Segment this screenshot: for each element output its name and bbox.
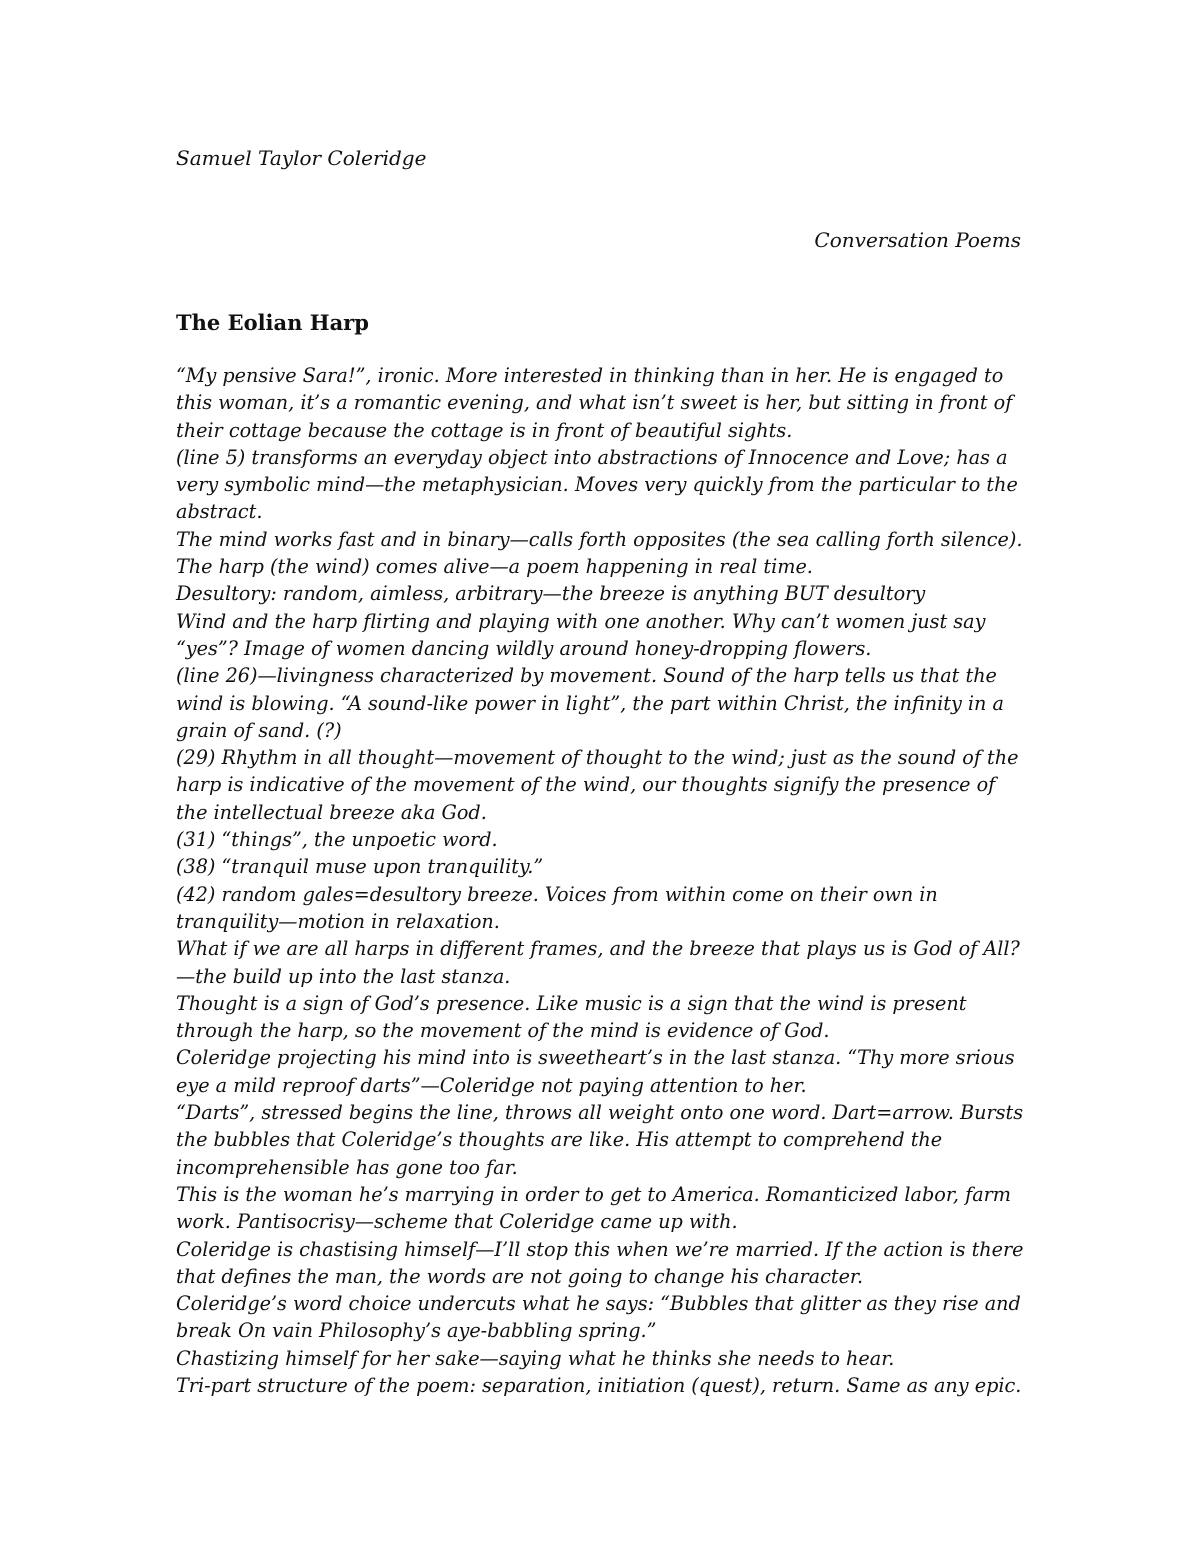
note-line: Thought is a sign of God’s presence. Like music is a sign that the wind is present through the harp, so the movement of the mind is evidence of God. (176, 991, 967, 1043)
note-line: Coleridge is chastising himself—I’ll stop this when we’re married. If the action is there that defines the man, the words are not going to change his character. (176, 1237, 1024, 1288)
note-line: What if we are all harps in different frames, and the breeze that plays us is God of All? —the build up into the last stanza. (176, 937, 1020, 988)
notes-list (176, 362, 1026, 1399)
note-line: (29) Rhythm in all thought—movement of thought to the wind; just as the sound of the harp is indicative of the movement of the wind, our thoughts signify the presence of the intellectual breeze aka God. (176, 746, 1019, 824)
note-line: This is the woman he’s marrying in order to get to America. Romanticized labor, farm work. Pantisocrisy—scheme that Coleridge came up with. (176, 1182, 1012, 1234)
poem-heading: The Eolian Harp (176, 310, 369, 335)
note-line: Chastizing himself for her sake—saying what he thinks she needs to hear. (176, 1346, 895, 1370)
note-line: “My pensive Sara!”, ironic. More interested in thinking than in her. He is engaged to this woman, it’s a romantic evening, and what isn’t sweet is her, but sitting in front of their cottage because the cottage is in front of beautiful sights. (176, 364, 1013, 442)
note-line: Wind and the harp flirting and playing with one another. Why can’t women just say “yes”? Image of women dancing wildly around honey-dropping flowers. (176, 609, 986, 660)
note-line: (42) random gales=desultory breeze. Voices from within come on their own in tranquility—motion in relaxation. (176, 882, 938, 933)
note-line: Tri-part structure of the poem: separation, initiation (quest), return. Same as any epic. (176, 1373, 1022, 1397)
section-subtitle: Conversation Poems (814, 228, 1021, 252)
note-line: (line 26)—livingness characterized by movement. Sound of the harp tells us that the wind is blowing. “A sound-like power in light”, the part within Christ, the infinity in a grain of sand. (?) (176, 664, 1004, 742)
note-line: (line 5) transforms an everyday object into abstractions of Innocence and Love; has a very symbolic mind—the metaphysician. Moves very quickly from the particular to the abstract. (176, 445, 1018, 524)
note-line: Coleridge’s word choice undercuts what he says: “Bubbles that glitter as they rise and break On vain Philosophy’s aye-babbling spring.” (176, 1292, 1021, 1343)
note-line: Desultory: random, aimless, arbitrary—the breeze is anything BUT desultory (176, 582, 926, 606)
author-name: Samuel Taylor Coleridge (176, 146, 427, 170)
note-line: Coleridge projecting his mind into is sweetheart’s in the last stanza. “Thy more srious eye a mild reproof darts”—Coleridge not paying attention to her. (176, 1046, 1015, 1097)
note-line: “Darts”, stressed begins the line, throws all weight onto one word. Dart=arrow. Bursts the bubbles that Coleridge’s thoughts are like. His attempt to comprehend the incomprehensible has gone too far. (176, 1101, 1024, 1179)
note-line: (31) “things”, the unpoetic word. (176, 828, 498, 852)
note-line: The harp (the wind) comes alive—a poem happening in real time. (176, 555, 813, 579)
note-line: (38) “tranquil muse upon tranquility.” (176, 855, 544, 879)
note-line: The mind works fast and in binary—calls forth opposites (the sea calling forth silence). (176, 527, 1023, 551)
